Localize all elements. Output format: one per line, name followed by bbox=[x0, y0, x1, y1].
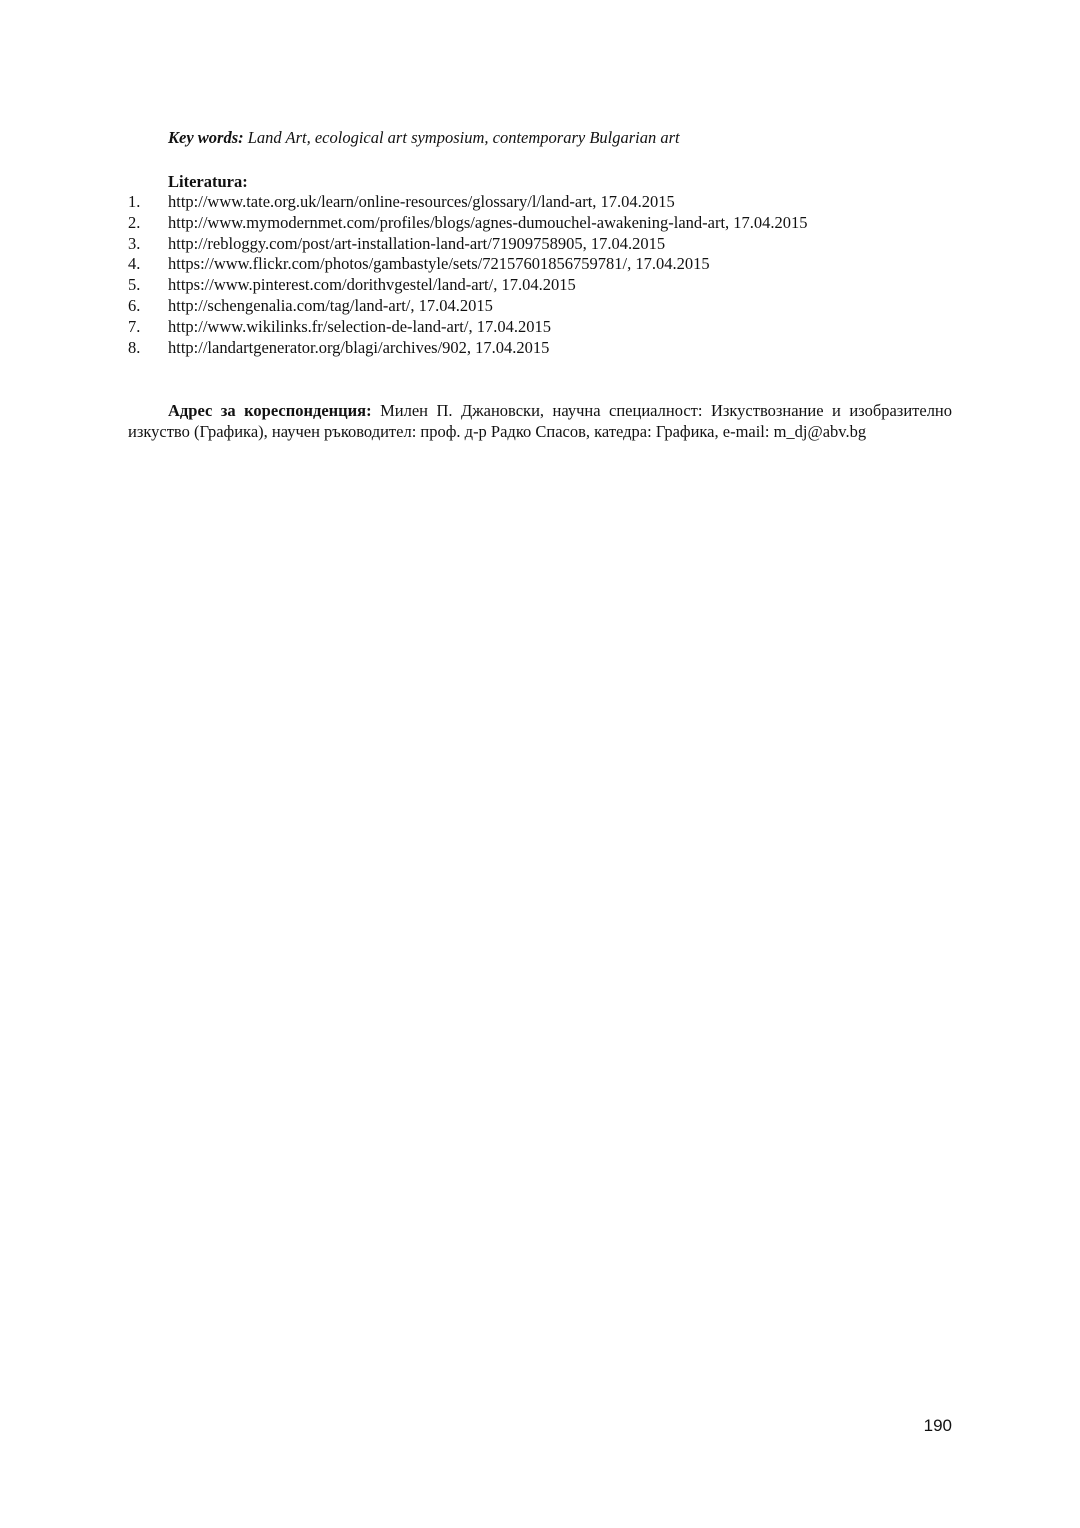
keywords-line bbox=[168, 128, 988, 148]
reference-item bbox=[128, 338, 808, 359]
reference-url: http://www.mymodernmet.com/profiles/blogs/agnes-dumouchel-awakening-land-art, 17.04.2015 bbox=[168, 212, 808, 232]
keywords-label: Key words: bbox=[168, 128, 244, 147]
reference-url: http://www.wikilinks.fr/selection-de-land-art/, 17.04.2015 bbox=[168, 316, 551, 336]
reference-url: https://www.flickr.com/photos/gambastyle/sets/72157601856759781/, 17.04.2015 bbox=[168, 254, 710, 274]
page-number: 190 bbox=[923, 1416, 952, 1435]
reference-item bbox=[128, 213, 808, 234]
reference-url: http://www.tate.org.uk/learn/online-resources/glossary/l/land-art, 17.04.2015 bbox=[168, 192, 675, 211]
reference-url: http://landartgenerator.org/blagi/archives/902, 17.04.2015 bbox=[168, 337, 550, 357]
address-text: Милен П. Джановски, научна специалност: Изкуствознание и изобразително изкуство (Графика), научен ръководител: проф. д-р Радко Спасов, катедра: Графика, e-mail: m_dj@abv.bg bbox=[128, 401, 953, 441]
address-label: Адрес за кореспонденция: bbox=[168, 401, 372, 420]
keywords-text: Land Art, ecological art symposium, contemporary Bulgarian art bbox=[243, 128, 680, 147]
reference-item bbox=[128, 317, 808, 338]
reference-number: 8. bbox=[128, 337, 141, 357]
literature-heading: Literatura: bbox=[168, 172, 248, 191]
reference-item bbox=[128, 296, 808, 317]
reference-url: https://www.pinterest.com/dorithvgestel/land-art/, 17.04.2015 bbox=[168, 275, 576, 295]
reference-number: 3. bbox=[128, 233, 141, 253]
reference-url: http://schengenalia.com/tag/land-art/, 17.04.2015 bbox=[168, 295, 493, 315]
reference-item bbox=[128, 275, 808, 296]
reference-list bbox=[128, 192, 808, 358]
correspondence-address bbox=[128, 400, 952, 442]
reference-number: 2. bbox=[128, 212, 141, 232]
reference-url: http://rebloggy.com/post/art-installation-land-art/71909758905, 17.04.2015 bbox=[168, 233, 666, 253]
reference-item bbox=[128, 192, 808, 213]
reference-number: 5. bbox=[128, 275, 141, 295]
reference-item bbox=[128, 254, 808, 275]
reference-number: 7. bbox=[128, 316, 141, 336]
reference-number: 6. bbox=[128, 295, 141, 315]
reference-item bbox=[128, 234, 808, 255]
reference-number: 1. bbox=[128, 192, 141, 211]
reference-number: 4. bbox=[128, 254, 141, 274]
